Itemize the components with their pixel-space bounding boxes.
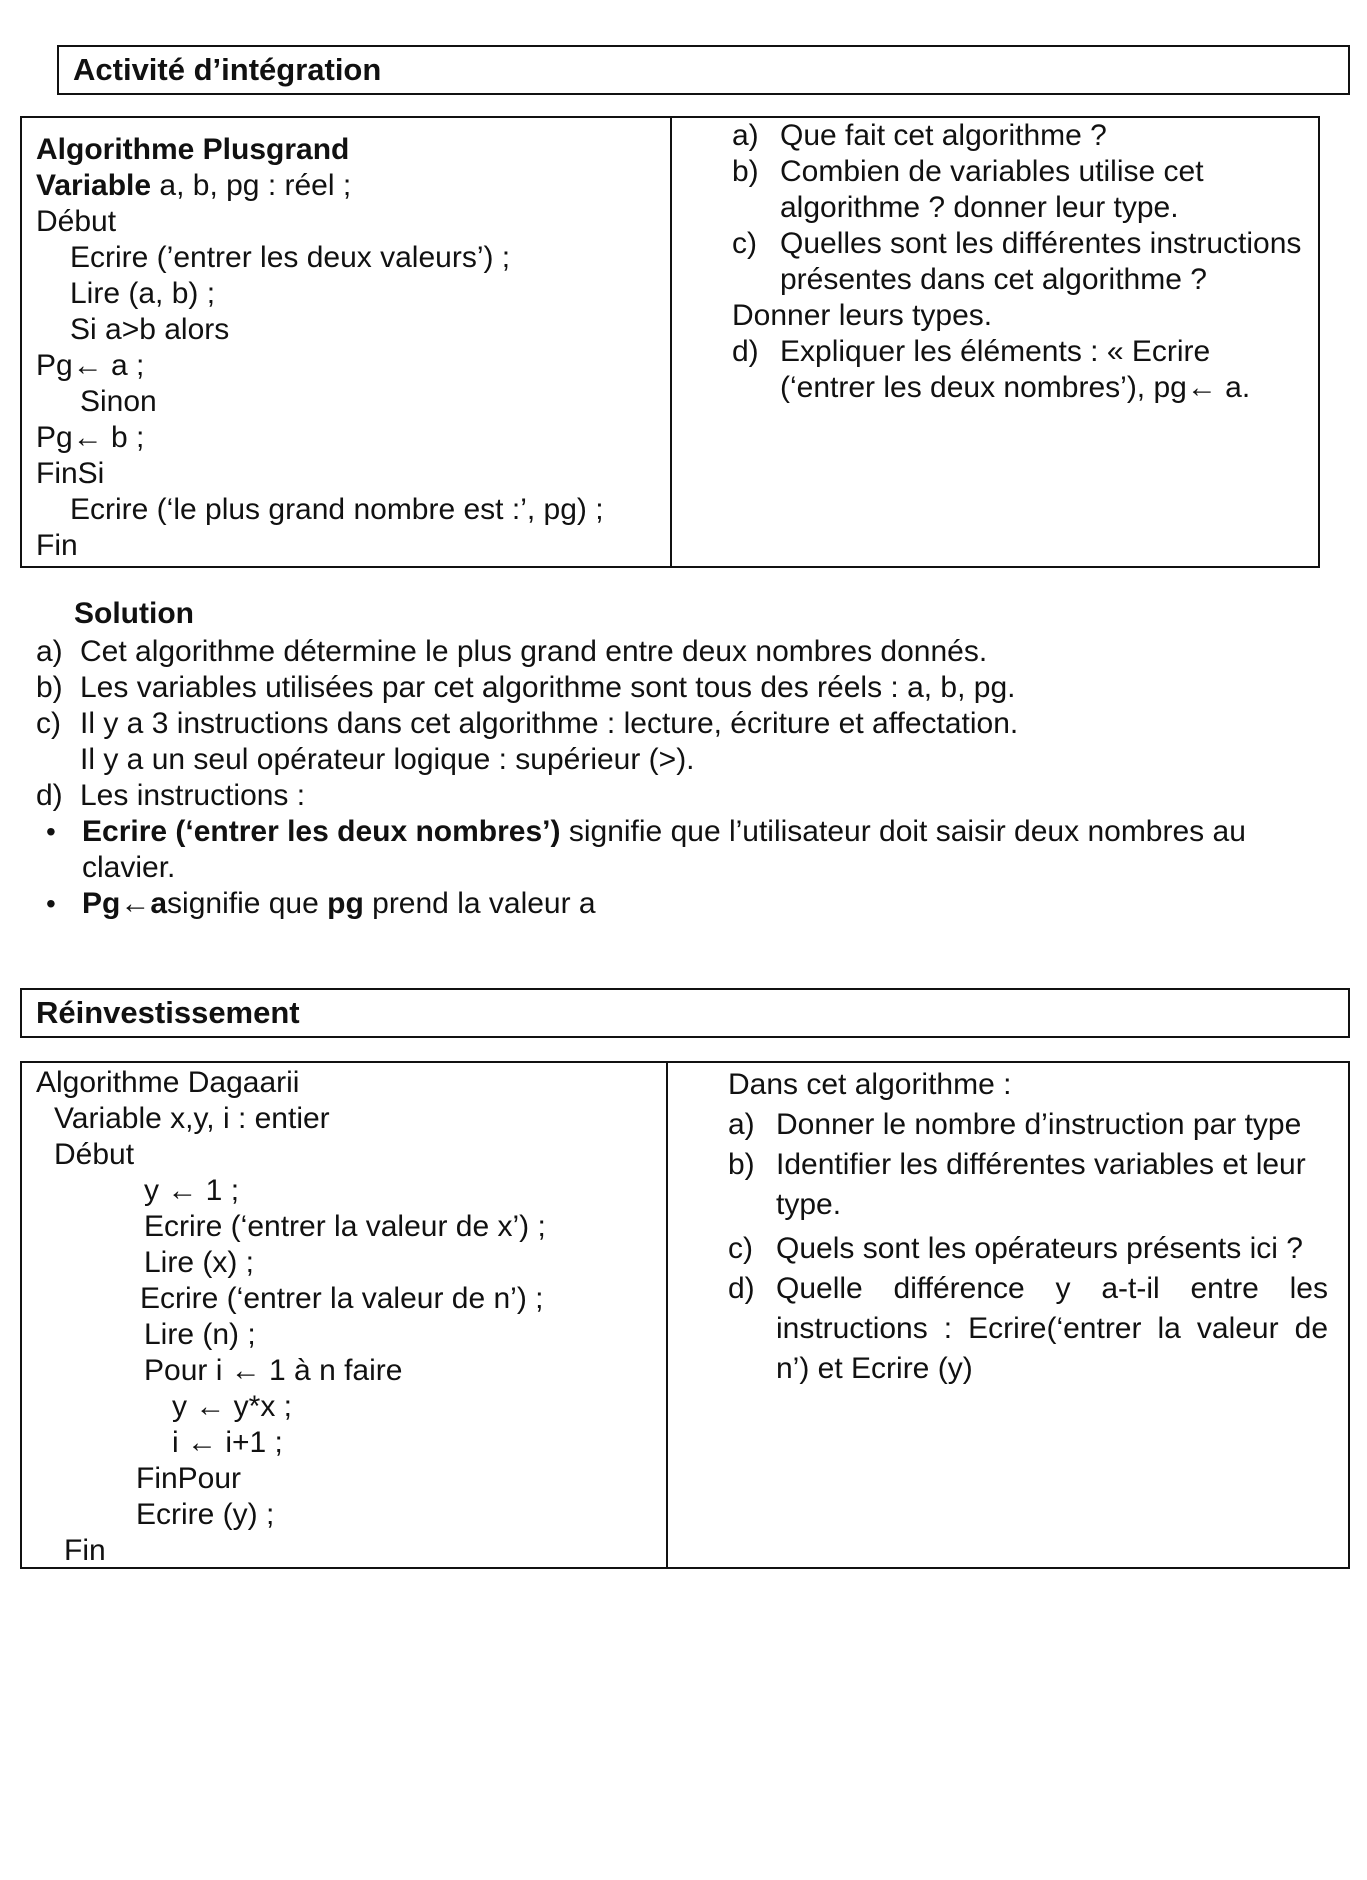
solution-c-extra: Il y a un seul opérateur logique : supérieur (>). xyxy=(80,743,695,776)
algo-line: Début xyxy=(36,205,117,238)
algo-plusgrand xyxy=(36,132,656,564)
algo-dagaarii xyxy=(36,1065,656,1569)
algo-line: Lire (a, b) ; xyxy=(70,277,216,310)
question-b: b) Combien de variables utilise cet algorithme ? donner leur type. xyxy=(732,155,1204,224)
algo-line: Algorithme Dagaarii xyxy=(36,1066,300,1099)
question-c-extra: Donner leurs types. xyxy=(732,299,993,332)
algo-line: Début xyxy=(54,1138,135,1171)
algo-line: y ← y*x ; xyxy=(172,1390,293,1423)
solution-d: d) Les instructions : xyxy=(36,779,306,812)
solution-a: a) Cet algorithme détermine le plus grand entre deux nombres donnés. xyxy=(36,635,988,668)
algo-line: Fin xyxy=(64,1534,106,1567)
bullet-icon: • xyxy=(46,816,56,847)
algo-line: Ecrire (‘entrer la valeur de n’) ; xyxy=(140,1282,544,1315)
algo-line: Lire (x) ; xyxy=(144,1246,255,1279)
reinvest-questions xyxy=(728,1065,1328,1389)
algo-variable-line xyxy=(36,168,656,204)
reinvest-title-box xyxy=(20,988,1350,1038)
algo-line: Ecrire (‘entrer la valeur de x’) ; xyxy=(144,1210,546,1243)
algo-line: FinPour xyxy=(136,1462,242,1495)
solution-b: b) Les variables utilisées par cet algorithme sont tous des réels : a, b, pg. xyxy=(36,671,1016,704)
reinvest-table-divider xyxy=(666,1063,668,1567)
algo-line: Sinon xyxy=(80,385,157,418)
activity-title: Activité d’intégration xyxy=(73,52,382,87)
reinvest-question-b: b) Identifier les différentes variables et leur type. xyxy=(728,1148,1306,1221)
algo-line: Variable x,y, i : entier xyxy=(54,1102,330,1135)
reinvest-question-a: a) Donner le nombre d’instruction par type xyxy=(728,1108,1302,1141)
bullet-icon: • xyxy=(46,888,56,919)
reinvest-table xyxy=(20,1061,1350,1569)
algo-line: Pour i ← 1 à n faire xyxy=(144,1354,403,1387)
activity-title-box xyxy=(57,45,1350,95)
algo-line: Pg← a ; xyxy=(36,349,145,382)
algo-line: Ecrire (‘le plus grand nombre est :’, pg) ; xyxy=(70,493,604,526)
algo-line: i ← i+1 ; xyxy=(172,1426,283,1459)
algo-line: Ecrire (y) ; xyxy=(136,1498,275,1531)
algo-line: Fin xyxy=(36,529,78,562)
reinvest-intro: Dans cet algorithme : xyxy=(728,1068,1012,1101)
algo-line: Si a>b alors xyxy=(70,313,230,346)
algo-line: Lire (n) ; xyxy=(144,1318,256,1351)
reinvest-question-d: d) Quelle différence y a-t-il entre les instructions : Ecrire(‘entrer la valeur de n’) et Ecrire (y) xyxy=(728,1272,1328,1385)
algo-name: Algorithme Plusgrand xyxy=(36,133,350,166)
algo-line: FinSi xyxy=(36,457,105,490)
solution-bullet-2: • Pg←asignifie que pg prend la valeur a xyxy=(46,887,596,920)
solution-bullet-1: • Ecrire (‘entrer les deux nombres’) signifie que l’utilisateur doit saisir deux nombres au clavier. xyxy=(46,815,1246,884)
algo-line: Pg← b ; xyxy=(36,421,145,454)
variable-decl: a, b, pg : réel ; xyxy=(151,169,352,202)
activity-table xyxy=(20,116,1320,568)
activity-questions xyxy=(732,118,1312,406)
reinvest-title: Réinvestissement xyxy=(36,995,300,1030)
solution-title: Solution xyxy=(74,597,194,630)
question-a: a) Que fait cet algorithme ? xyxy=(732,119,1107,152)
question-c: c) Quelles sont les différentes instructions présentes dans cet algorithme ? xyxy=(732,227,1302,296)
reinvest-question-c: c) Quels sont les opérateurs présents ici ? xyxy=(728,1232,1303,1265)
algo-line: y ← 1 ; xyxy=(144,1174,240,1207)
solution-c: c) Il y a 3 instructions dans cet algorithme : lecture, écriture et affectation. xyxy=(36,707,1019,740)
variable-keyword: Variable xyxy=(36,169,152,202)
solution-section xyxy=(20,596,1340,922)
activity-table-divider xyxy=(670,118,672,566)
question-d: d) Expliquer les éléments : « Ecrire (‘entrer les deux nombres’), pg← a. xyxy=(732,335,1251,404)
algo-line: Ecrire (’entrer les deux valeurs’) ; xyxy=(70,241,511,274)
